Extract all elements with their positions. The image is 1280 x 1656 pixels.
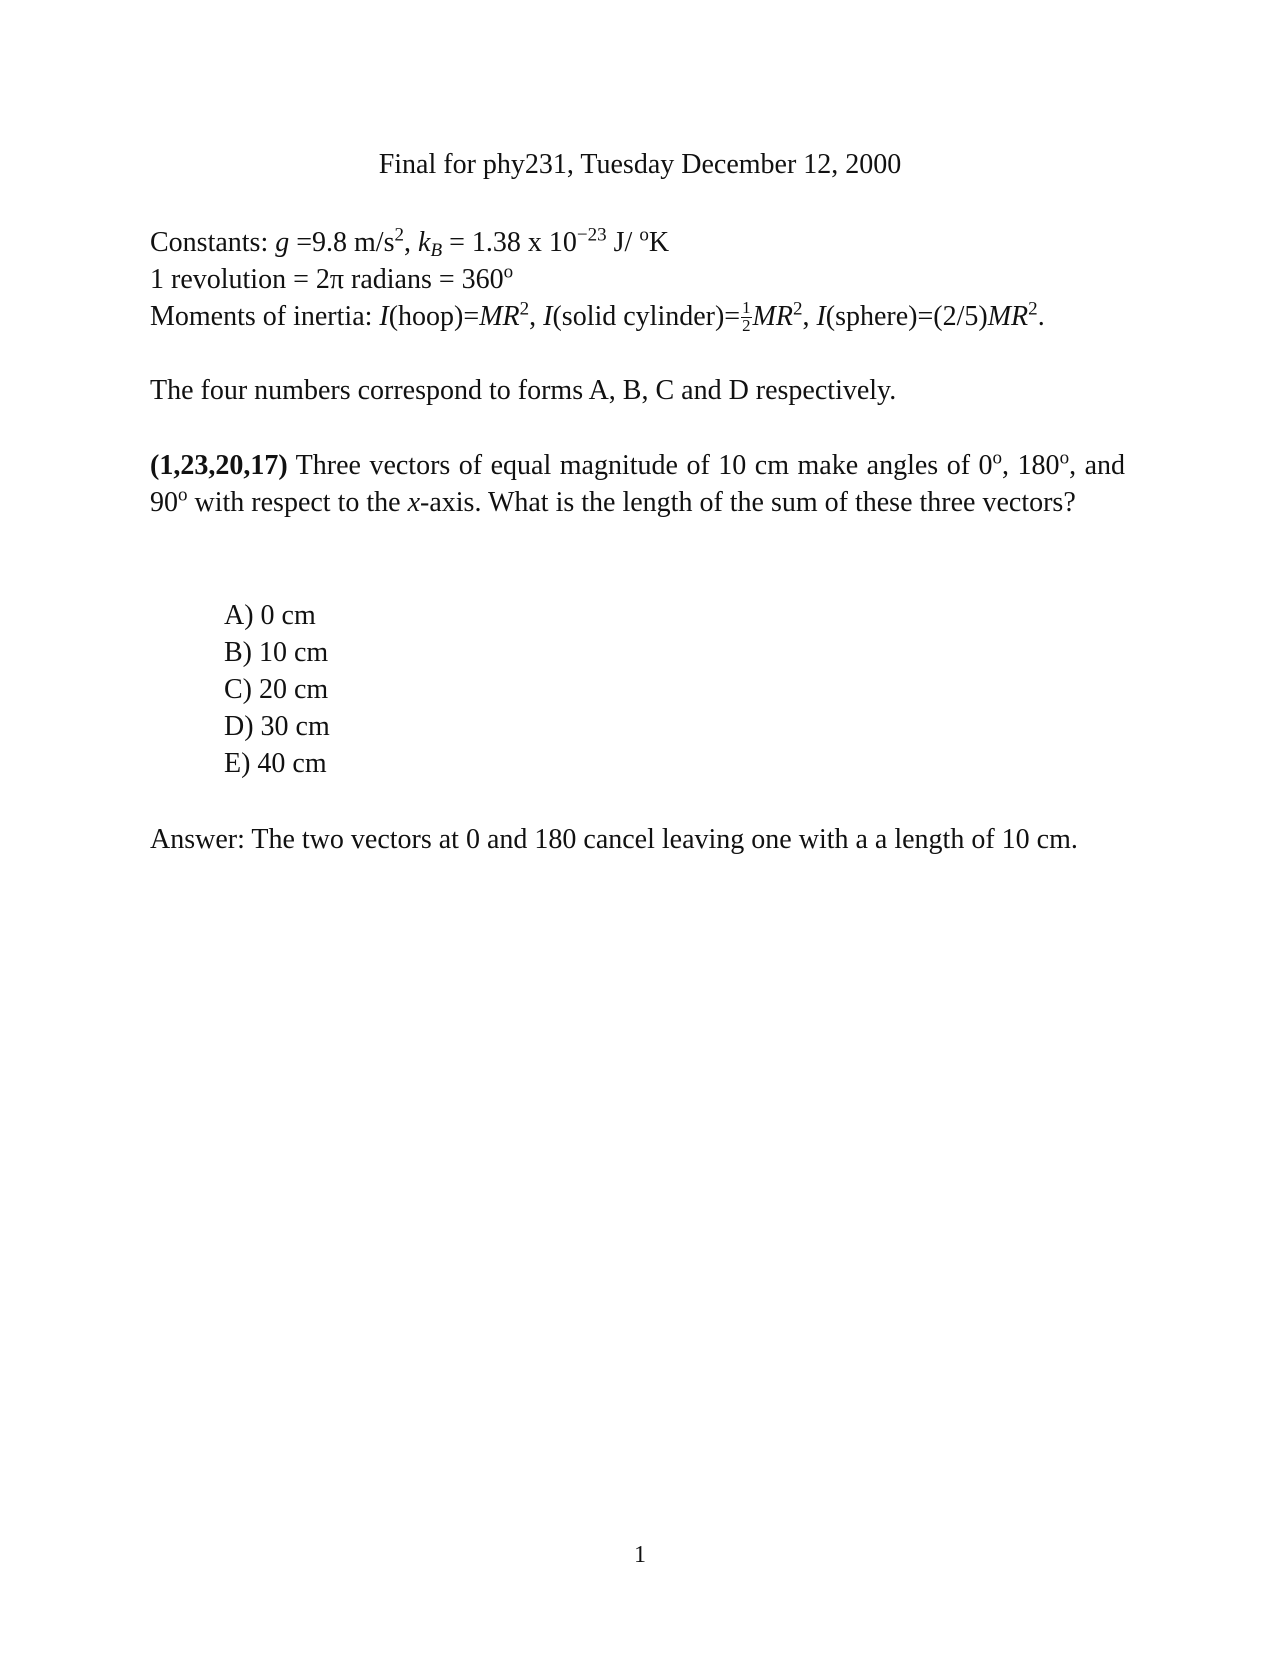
forms-note: The four numbers correspond to forms A, B, C and D respectively.: [150, 375, 897, 406]
g-symbol: g: [275, 227, 290, 258]
inertia-solid-symbol: I: [543, 301, 553, 332]
question-text-part: -axis. What is the length of the sum of these three vectors?: [420, 487, 1076, 518]
inertia-solid-fraction: [741, 300, 751, 335]
x-symbol: x: [407, 487, 421, 518]
inertia-sphere-mr: MR: [987, 301, 1029, 332]
inertia-sphere-exp: 2: [1028, 298, 1038, 320]
constants-section: [150, 224, 1220, 335]
kb-subscript: B: [430, 239, 443, 261]
inertia-solid-mr: MR: [752, 301, 793, 332]
inertia-line: Moments of inertia: $I(hoop)=MR^2$, I(solid cylinder)= $\frac{1}{2}$ $MR^2$, $I(sphere)=(2/5)MR^2$.: [150, 298, 1045, 335]
question-text: [150, 447, 1125, 521]
inertia-solid-text: (solid cylinder)=: [552, 301, 741, 332]
degree-mark: o: [178, 484, 188, 506]
option-e: E) 40 cm: [224, 748, 327, 779]
question-text-part: Three vectors of equal magnitude of 10 cm make angles of 0: [287, 450, 993, 481]
fraction-numerator: 1: [742, 298, 751, 318]
fraction-denominator: 2: [742, 315, 751, 335]
inertia-sphere-symbol: I: [816, 301, 826, 332]
kb-symbol: k: [418, 227, 431, 258]
kb-value: = 1.38 x 10: [449, 227, 577, 258]
answer-text: Answer: The two vectors at 0 and 180 cancel leaving one with a a length of 10 cm.: [150, 824, 1078, 855]
question-number: (1,23,20,17): [150, 450, 288, 481]
question-text-part: with respect to the: [187, 487, 408, 518]
kb-degree: o: [639, 224, 649, 246]
kb-units: J/: [613, 227, 633, 258]
constants-line: Constants: g =9.8 $m/s^2$, $k_B = 1.38$ x $10^{-23}$ J/ $^o$K: [150, 224, 670, 261]
question-text-part: , and 90: [150, 450, 1126, 518]
g-exponent: 2: [394, 224, 404, 246]
g-value: =9.8 m/s: [296, 227, 395, 258]
degree-mark: o: [992, 447, 1003, 469]
kb-unit-kelvin: K: [648, 227, 670, 258]
inertia-label: Moments of inertia:: [150, 301, 373, 332]
option-a: A) 0 cm: [224, 600, 316, 631]
option-c: C) 20 cm: [224, 674, 329, 705]
answer-options: [224, 597, 330, 782]
inertia-solid-exp: 2: [792, 298, 803, 320]
revolution-text: 1 revolution = 2π radians = 360: [150, 264, 504, 295]
kb-exponent: −23: [576, 224, 607, 246]
inertia-sphere-text: (sphere)=(2/5): [825, 301, 988, 332]
constants-label: Constants:: [150, 227, 269, 258]
question-text-part: , 180: [1002, 450, 1060, 481]
revolution-degree: o: [503, 261, 514, 283]
revolution-line: [150, 261, 1220, 298]
option-b: B) 10 cm: [224, 637, 329, 668]
inertia-hoop-text: (hoop)=: [388, 301, 480, 332]
inertia-hoop-symbol: I: [379, 301, 389, 332]
inertia-hoop-mr: MR: [479, 301, 520, 332]
page-title: Final for phy231, Tuesday December 12, 2000: [378, 149, 902, 180]
degree-mark: o: [1059, 447, 1070, 469]
page-number: 1: [634, 1542, 646, 1568]
option-d: D) 30 cm: [224, 711, 330, 742]
inertia-hoop-exp: 2: [519, 298, 530, 320]
